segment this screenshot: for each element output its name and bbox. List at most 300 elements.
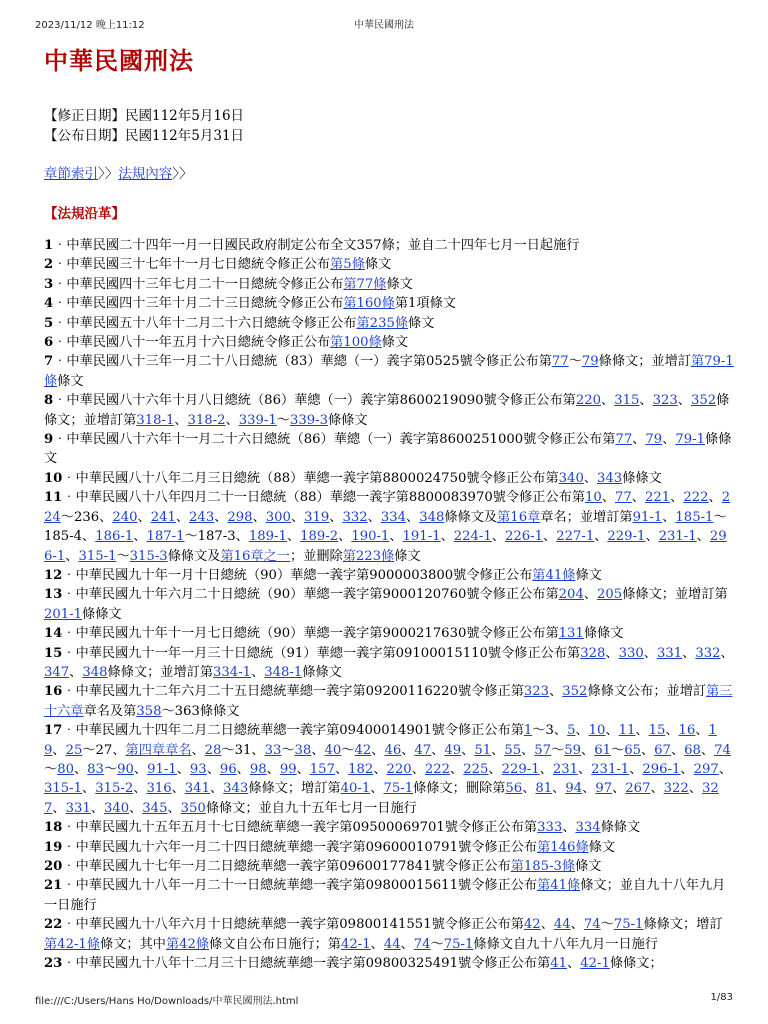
article-link[interactable]: 第100條 xyxy=(330,335,382,351)
history-text: ～236、 xyxy=(60,509,113,525)
article-link[interactable]: 224-1 xyxy=(453,529,492,545)
history-text: ‧中華民國五十八年十二月二十六日總統令修正公布 xyxy=(53,315,357,331)
article-link[interactable]: 332 xyxy=(695,645,721,661)
print-file-path: file:///C:/Users/Hans Ho/Downloads/中華民國刑法.html xyxy=(35,996,299,1007)
history-entry xyxy=(44,314,734,333)
article-link[interactable]: 61 xyxy=(594,742,612,758)
law-content-link[interactable]: 法規內容 xyxy=(118,166,173,182)
article-link[interactable]: 97 xyxy=(595,781,613,797)
article-link[interactable]: 343 xyxy=(597,470,623,486)
article-link[interactable]: 341 xyxy=(184,781,210,797)
history-text: 條文 xyxy=(575,567,602,583)
article-link[interactable]: 第16章 xyxy=(497,509,541,525)
history-text: ‧中華民國八十一年五月十六日總統令修正公布 xyxy=(53,335,331,351)
article-link[interactable]: 74 xyxy=(583,917,601,933)
article-link[interactable]: 15 xyxy=(648,723,666,739)
history-text: 、 xyxy=(370,781,384,797)
history-text: 條條文及 xyxy=(444,509,498,525)
history-text: 、 xyxy=(461,742,475,758)
history-text: 章名及第 xyxy=(83,703,137,719)
history-entry xyxy=(44,838,734,857)
article-link[interactable]: 201-1 xyxy=(44,606,83,622)
history-text: ‧中華民國四十三年七月二十一日總統令修正公布 xyxy=(53,276,344,292)
article-link[interactable]: 57 xyxy=(534,742,552,758)
history-text: 、 xyxy=(639,393,653,409)
article-link[interactable]: 315-1 xyxy=(78,548,117,564)
history-text: 、 xyxy=(582,781,596,797)
article-link[interactable]: 348 xyxy=(82,664,108,680)
article-link[interactable]: 328 xyxy=(580,645,606,661)
article-link[interactable]: 74 xyxy=(413,936,431,952)
history-text: 、 xyxy=(552,781,566,797)
history-text: 、 xyxy=(440,529,454,545)
history-entry-number: 7 xyxy=(44,354,54,370)
article-link[interactable]: 59 xyxy=(564,742,582,758)
history-entry xyxy=(44,585,734,624)
history-text: 章名；並增訂第 xyxy=(540,509,633,525)
history-text: 條條文；並自九十五年七月一日施行 xyxy=(205,800,417,816)
history-text: 、 xyxy=(311,742,325,758)
history-entry xyxy=(44,430,734,469)
article-link[interactable]: 315-2 xyxy=(95,781,134,797)
history-text: ～31、 xyxy=(221,742,265,758)
article-link[interactable]: 99 xyxy=(279,761,297,777)
article-link[interactable]: 第185-3條 xyxy=(510,859,576,874)
article-link[interactable]: 298 xyxy=(227,509,253,525)
article-link[interactable]: 204 xyxy=(558,587,584,603)
article-link[interactable]: 323 xyxy=(652,393,678,409)
article-link[interactable]: 334 xyxy=(575,820,601,836)
article-link[interactable]: 80 xyxy=(57,761,74,777)
article-link[interactable]: 205 xyxy=(597,587,623,603)
article-link[interactable]: 347 xyxy=(44,664,70,680)
history-text: ‧中華民國九十一年一月三十日總統（91）華總一義字第09100015110號令修正公布第 xyxy=(62,645,581,661)
history-entry-number: 10 xyxy=(44,470,63,486)
history-text: 、 xyxy=(389,529,403,545)
history-text: 、 xyxy=(251,664,265,680)
article-link[interactable]: 75-1 xyxy=(613,917,644,933)
history-text: 條條文；並增訂 xyxy=(598,354,691,370)
history-text: 、 xyxy=(635,723,649,739)
history-entry-number: 1 xyxy=(44,238,54,253)
law-content xyxy=(44,40,734,973)
article-link[interactable]: 44 xyxy=(383,936,401,952)
article-link[interactable]: 11 xyxy=(618,723,636,739)
history-text: ‧中華民國二十四年一月一日國民政府制定公布全文357條；並自二十四年七月一日起施行 xyxy=(53,238,580,253)
history-text: 條條文 xyxy=(622,470,662,486)
article-link[interactable]: 240 xyxy=(112,509,138,525)
article-link[interactable]: 68 xyxy=(684,742,701,758)
history-text: ‧中華民國九十年十一月七日總統（90）華總一義字第9000217630號令修正公布第 xyxy=(62,626,559,642)
history-text: 、 xyxy=(650,781,664,797)
history-text: 、 xyxy=(696,529,710,545)
article-link[interactable]: 300 xyxy=(265,509,291,525)
history-text: 、 xyxy=(521,742,535,758)
history-text: 條文 xyxy=(588,839,616,855)
history-text: 、 xyxy=(371,742,385,758)
article-link[interactable]: 229-1 xyxy=(607,529,646,545)
article-link[interactable]: 第16章之一 xyxy=(220,548,290,564)
history-text: ‧中華民國九十四年二月二日總統華總一義字第09400014901號令修正公布第 xyxy=(62,723,524,739)
article-link[interactable]: 189-1 xyxy=(248,529,287,545)
article-link[interactable]: 332 xyxy=(342,509,368,525)
history-text: 條條文 xyxy=(82,606,122,622)
article-link[interactable]: 243 xyxy=(189,509,215,525)
print-footer xyxy=(0,992,768,1012)
history-text: 、 xyxy=(65,548,79,564)
published-date-label: 【公布日期】 xyxy=(44,128,125,144)
article-link[interactable]: 330 xyxy=(618,645,644,661)
article-link[interactable]: 94 xyxy=(565,781,583,797)
history-text: 、 xyxy=(581,742,595,758)
article-link[interactable]: 第146條 xyxy=(537,839,589,855)
history-text: 、 xyxy=(286,529,301,545)
amended-date-label: 【修正日期】 xyxy=(44,108,125,124)
article-link[interactable]: 56 xyxy=(505,781,523,797)
article-link[interactable]: 49 xyxy=(444,742,462,758)
article-link[interactable]: 339-1 xyxy=(238,412,277,428)
history-text: 、 xyxy=(700,742,715,758)
history-text: 、 xyxy=(643,645,657,661)
article-link[interactable]: 241 xyxy=(150,509,176,525)
article-link[interactable]: 第42條 xyxy=(165,936,210,952)
article-link[interactable]: 46 xyxy=(384,742,402,758)
history-text: 條文；並自九十八年九月一日施行 xyxy=(44,878,726,913)
history-text: 、 xyxy=(90,800,104,816)
history-text: ‧中華民國三十七年十一月七日總統令修正公布 xyxy=(53,257,331,273)
history-text: 、 xyxy=(695,723,709,739)
history-entry xyxy=(44,682,734,721)
article-link[interactable]: 348 xyxy=(419,509,445,525)
history-text: 、 xyxy=(370,936,384,952)
history-text: 、 xyxy=(543,529,557,545)
article-link[interactable]: 225 xyxy=(463,761,489,777)
article-link[interactable]: 第223條 xyxy=(342,548,395,564)
article-link[interactable]: 44 xyxy=(553,917,571,933)
history-text: 、 xyxy=(665,723,679,739)
history-entry xyxy=(44,954,734,973)
history-section-title: 【法規沿革】 xyxy=(44,206,125,222)
article-link[interactable]: 1 xyxy=(523,723,533,739)
history-text: ；並刪除 xyxy=(289,548,343,564)
history-text: 、 xyxy=(411,761,425,777)
article-link[interactable]: 25 xyxy=(65,742,83,758)
history-text: 、 xyxy=(605,645,619,661)
article-link[interactable]: 231-1 xyxy=(658,529,697,545)
history-text: ～ xyxy=(551,742,565,758)
article-link[interactable]: 316 xyxy=(146,781,172,797)
article-link[interactable]: 315 xyxy=(614,393,640,409)
article-link[interactable]: 79 xyxy=(645,432,663,448)
article-link[interactable]: 79 xyxy=(581,354,599,370)
article-link[interactable]: 55 xyxy=(504,742,522,758)
article-link[interactable]: 19 xyxy=(44,723,717,758)
article-link[interactable]: 323 xyxy=(523,684,550,700)
article-link[interactable]: 315-1 xyxy=(44,781,83,797)
article-link[interactable]: 296-1 xyxy=(44,529,727,564)
article-link[interactable]: 157 xyxy=(309,761,335,777)
article-link[interactable]: 第235條 xyxy=(356,315,409,331)
history-text: 、 xyxy=(570,917,584,933)
article-link[interactable]: 229-1 xyxy=(501,761,540,777)
article-link[interactable]: 28 xyxy=(204,742,222,758)
history-text: 、 xyxy=(334,761,349,777)
history-text: ‧中華民國八十八年二月三日總統（88）華總一義字第8800024750號令修正公布第 xyxy=(62,470,559,486)
article-link[interactable]: 318-1 xyxy=(136,412,175,428)
article-link[interactable]: 77 xyxy=(615,490,632,506)
article-link[interactable]: 319 xyxy=(304,509,330,525)
chapter-index-link[interactable]: 章節索引 xyxy=(44,166,98,182)
article-link[interactable]: 352 xyxy=(562,684,588,700)
article-link[interactable]: 334 xyxy=(380,509,407,525)
article-link[interactable]: 10 xyxy=(588,723,606,739)
history-text: 、 xyxy=(631,490,645,506)
article-link[interactable]: 74 xyxy=(714,742,731,758)
history-entry xyxy=(44,236,734,255)
article-link[interactable]: 42 xyxy=(523,917,541,933)
history-text: 、 xyxy=(583,470,598,486)
article-link[interactable]: 38 xyxy=(294,742,312,758)
history-text: 條條文公布；並增訂 xyxy=(587,684,707,700)
history-text: 第1項條文 xyxy=(394,296,456,312)
article-link[interactable]: 227-1 xyxy=(556,529,595,545)
article-link[interactable]: 231 xyxy=(552,761,578,777)
article-link[interactable]: 77 xyxy=(551,354,569,370)
article-link[interactable]: 第41條 xyxy=(532,567,576,583)
article-link[interactable]: 267 xyxy=(625,781,651,797)
article-link[interactable]: 第160條 xyxy=(343,296,395,312)
history-text: ‧中華民國九十年六月二十日總統（90）華總一義字第9000120760號令修正公布第 xyxy=(62,587,559,603)
history-text: 、 xyxy=(718,761,732,777)
article-link[interactable]: 96 xyxy=(219,761,237,777)
article-link[interactable]: 231-1 xyxy=(591,761,630,777)
history-entry-number: 2 xyxy=(44,257,54,273)
article-link[interactable]: 220 xyxy=(575,393,602,409)
history-text: 、 xyxy=(670,742,685,758)
history-text: 、 xyxy=(175,509,190,525)
history-text: ‧中華民國九十八年十二月三十日總統華總一義字第09800325491號令修正公布第 xyxy=(62,956,551,972)
history-text: 、 xyxy=(401,742,415,758)
history-entry xyxy=(44,255,734,274)
history-entry xyxy=(44,644,734,683)
history-text: 、 xyxy=(52,800,66,816)
history-entry-number: 15 xyxy=(44,645,63,661)
history-entry xyxy=(44,469,734,488)
article-link[interactable]: 187-1 xyxy=(146,529,185,545)
article-link[interactable]: 222 xyxy=(683,490,709,506)
article-link[interactable]: 340 xyxy=(103,800,130,816)
article-link[interactable]: 340 xyxy=(558,470,584,486)
history-text: 條條文 xyxy=(328,412,368,428)
history-text: ～ xyxy=(276,412,290,428)
article-link[interactable]: 297 xyxy=(693,761,719,777)
article-link[interactable]: 第四章章名 xyxy=(125,742,192,758)
history-text: 、 xyxy=(662,509,676,525)
article-link[interactable]: 75-1 xyxy=(383,781,414,797)
history-entry-number: 5 xyxy=(44,315,54,331)
history-entry-number: 11 xyxy=(44,490,63,506)
history-text: ～ xyxy=(103,761,118,777)
history-entry-number: 12 xyxy=(44,567,63,583)
article-link[interactable]: 第42-1條 xyxy=(44,936,101,952)
article-link[interactable]: 220 xyxy=(386,761,412,777)
history-entry xyxy=(44,876,734,915)
history-text: 、 xyxy=(549,684,563,700)
history-text: ～ xyxy=(600,917,614,933)
history-entry-number: 6 xyxy=(44,335,54,351)
history-entry-number: 9 xyxy=(44,432,54,448)
history-entry xyxy=(44,818,734,837)
history-text: 、 xyxy=(680,761,694,777)
history-entry xyxy=(44,857,734,876)
article-link[interactable]: 191-1 xyxy=(402,529,441,545)
article-link[interactable]: 333 xyxy=(537,820,563,836)
article-link[interactable]: 第41條 xyxy=(537,878,581,894)
article-link[interactable]: 343 xyxy=(223,781,249,797)
article-link[interactable]: 5 xyxy=(567,723,576,739)
article-link[interactable]: 42-1 xyxy=(340,936,371,952)
history-text: 、 xyxy=(137,509,151,525)
history-entry-number: 3 xyxy=(44,276,54,292)
article-link[interactable]: 98 xyxy=(249,761,267,777)
amended-date-value: 民國112年5月16日 xyxy=(125,108,245,124)
history-entry xyxy=(44,294,734,313)
article-link[interactable]: 67 xyxy=(654,742,671,758)
article-link[interactable]: 327 xyxy=(44,781,719,816)
article-link[interactable]: 65 xyxy=(624,742,641,758)
article-link[interactable]: 10 xyxy=(585,490,602,506)
history-text: 、 xyxy=(252,509,266,525)
article-link[interactable]: 222 xyxy=(424,761,451,777)
article-link[interactable]: 322 xyxy=(663,781,689,797)
article-link[interactable]: 350 xyxy=(180,800,206,816)
history-entry xyxy=(44,915,734,954)
history-text: 、 xyxy=(52,742,66,758)
article-link[interactable]: 51 xyxy=(474,742,492,758)
history-text: ～187-3、 xyxy=(184,529,249,545)
article-link[interactable]: 77 xyxy=(615,432,633,448)
article-link[interactable]: 334-1 xyxy=(213,664,252,680)
article-link[interactable]: 16 xyxy=(678,723,696,739)
article-link[interactable]: 第三十六章 xyxy=(44,684,733,719)
article-link[interactable]: 第79-1條 xyxy=(44,354,734,389)
history-text: 、 xyxy=(266,761,280,777)
history-text: 、 xyxy=(225,412,239,428)
amendment-history-list xyxy=(44,236,734,973)
article-link[interactable]: 93 xyxy=(189,761,207,777)
article-link[interactable]: 40-1 xyxy=(340,781,371,797)
breadcrumb xyxy=(44,164,734,184)
history-text: 、 xyxy=(488,761,502,777)
history-text: 條條文；增訂第 xyxy=(248,781,341,797)
article-link[interactable]: 83 xyxy=(87,761,104,777)
breadcrumb-separator: 〉〉 xyxy=(98,166,119,182)
history-text: 、 xyxy=(133,761,148,777)
history-text: 條文；其中 xyxy=(100,936,166,952)
article-link[interactable]: 348-1 xyxy=(264,664,303,680)
history-text: 條條文；增訂 xyxy=(643,917,723,933)
article-link[interactable]: 358 xyxy=(136,703,162,719)
article-link[interactable]: 40 xyxy=(324,742,342,758)
history-text: 條文 xyxy=(575,859,602,874)
history-text: 、 xyxy=(176,761,190,777)
article-link[interactable]: 189-2 xyxy=(300,529,339,545)
history-text: 、 xyxy=(577,761,592,777)
article-link[interactable]: 224 xyxy=(44,490,731,525)
history-text: 、 xyxy=(632,432,646,448)
article-link[interactable]: 318-2 xyxy=(187,412,226,428)
history-text: 、 xyxy=(601,490,616,506)
history-text: 、 xyxy=(214,509,228,525)
print-page-number: 1/83 xyxy=(710,992,733,1003)
article-link[interactable]: 131 xyxy=(558,626,584,642)
article-link[interactable]: 331 xyxy=(65,800,91,816)
article-link[interactable]: 221 xyxy=(644,490,671,506)
history-entry-number: 23 xyxy=(44,956,63,972)
article-link[interactable]: 345 xyxy=(142,800,168,816)
article-link[interactable]: 331 xyxy=(656,645,683,661)
history-text: 、 xyxy=(662,432,676,448)
history-text: 條條文； xyxy=(609,956,663,972)
article-link[interactable]: 91-1 xyxy=(147,761,177,777)
article-link[interactable]: 33 xyxy=(264,742,282,758)
history-entry-number: 22 xyxy=(44,917,63,933)
article-link[interactable]: 186-1 xyxy=(95,529,134,545)
article-link[interactable]: 47 xyxy=(414,742,432,758)
article-link[interactable]: 185-1 xyxy=(675,509,714,525)
history-text: 、 xyxy=(167,800,181,816)
history-entry-number: 17 xyxy=(44,723,63,739)
history-entry xyxy=(44,275,734,294)
article-link[interactable]: 339-3 xyxy=(289,412,328,428)
article-link[interactable]: 42 xyxy=(354,742,372,758)
article-link[interactable]: 第77條 xyxy=(343,276,387,292)
article-link[interactable]: 41 xyxy=(550,956,568,972)
history-text: 條文自公布日施行；第 xyxy=(209,936,341,952)
print-page-title: 中華民國刑法 xyxy=(354,20,414,31)
history-text: 、 xyxy=(206,761,220,777)
article-link[interactable]: 182 xyxy=(348,761,374,777)
history-entry xyxy=(44,391,734,430)
article-link[interactable]: 352 xyxy=(690,393,717,409)
history-text: 、 xyxy=(601,393,615,409)
history-text: 、 xyxy=(594,529,608,545)
article-link[interactable]: 90 xyxy=(117,761,134,777)
history-text: 條條文；並增訂第 xyxy=(622,587,728,603)
article-link[interactable]: 75-1 xyxy=(443,936,474,952)
article-link[interactable]: 296-1 xyxy=(642,761,681,777)
history-text: 條條文 xyxy=(583,626,624,642)
history-text: 、 xyxy=(290,509,305,525)
history-text: ‧中華民國八十八年四月二十一日總統（88）華總一義字第8800083970號令修正公布第 xyxy=(62,490,586,506)
amended-date-row xyxy=(44,106,734,126)
history-text: ～ xyxy=(281,742,295,758)
article-link[interactable]: 91-1 xyxy=(632,509,663,525)
history-text: 、 xyxy=(575,723,589,739)
history-text: ‧中華民國九十六年一月二十四日總統華總一義字第09600010791號令修正公布 xyxy=(62,839,538,855)
article-link[interactable]: 226-1 xyxy=(504,529,543,545)
article-link[interactable]: 81 xyxy=(535,781,553,797)
article-link[interactable]: 190-1 xyxy=(351,529,390,545)
article-link[interactable]: 42-1 xyxy=(580,956,610,972)
article-link[interactable]: 79-1 xyxy=(675,432,706,448)
history-text: 條文 xyxy=(381,335,409,351)
history-text: 、 xyxy=(688,781,703,797)
article-link[interactable]: 315-3 xyxy=(129,548,168,564)
article-link[interactable]: 第5條 xyxy=(330,257,365,273)
history-entry-number: 13 xyxy=(44,587,63,603)
history-text: 、 xyxy=(329,509,343,525)
